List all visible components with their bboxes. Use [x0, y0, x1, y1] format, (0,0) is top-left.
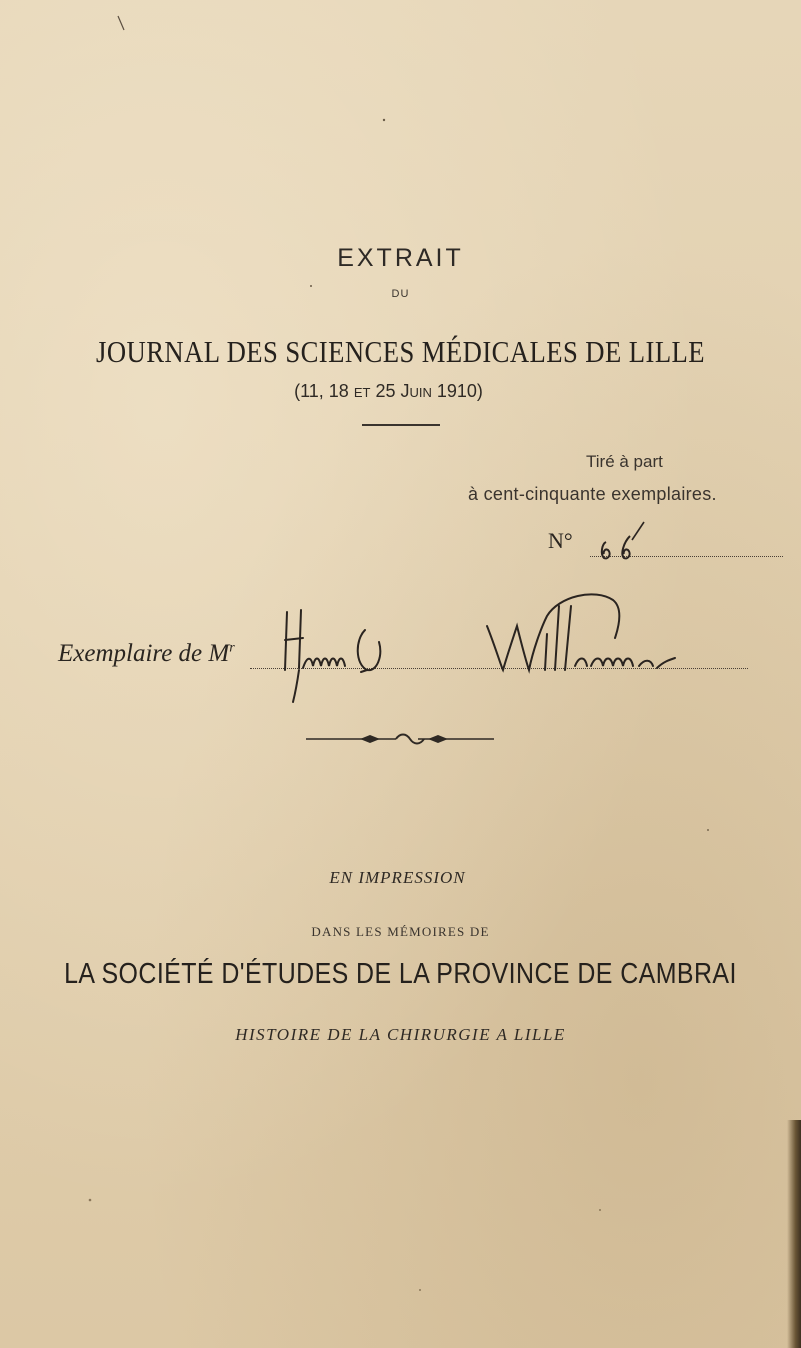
- du-label: DU: [391, 288, 410, 300]
- histoire-title: HISTOIRE DE LA CHIRURGIE A LILLE: [235, 1025, 566, 1044]
- handwritten-signature: [255, 586, 725, 708]
- journal-title: JOURNAL DES SCIENCES MÉDICALES DE LILLE: [96, 334, 705, 369]
- societe-title: LA SOCIÉTÉ D'ÉTUDES DE LA PROVINCE DE CAMBRAI: [64, 958, 737, 990]
- page-edge-shadow: [787, 1120, 801, 1348]
- tire-a-part: Tiré à part: [586, 452, 663, 471]
- exemplaire-label: Exemplaire de $M^r$: [58, 640, 235, 667]
- dans-les-memoires: DANS LES MÉMOIRES DE: [311, 924, 490, 939]
- issue-dates: (11, 18 et 25 Juin 1910): [294, 381, 483, 401]
- en-impression-heading: EN IMPRESSION: [329, 868, 466, 887]
- superscript-r: r: [229, 640, 235, 656]
- copy-number: [548, 520, 783, 566]
- handwritten-numero: [548, 520, 783, 566]
- ornamental-divider: [300, 732, 500, 746]
- extrait-heading: EXTRAIT: [337, 244, 464, 272]
- numero-label: N°: [548, 528, 573, 553]
- print-run: à cent-cinquante exemplaires.: [468, 484, 717, 504]
- divider-rule: [362, 424, 440, 426]
